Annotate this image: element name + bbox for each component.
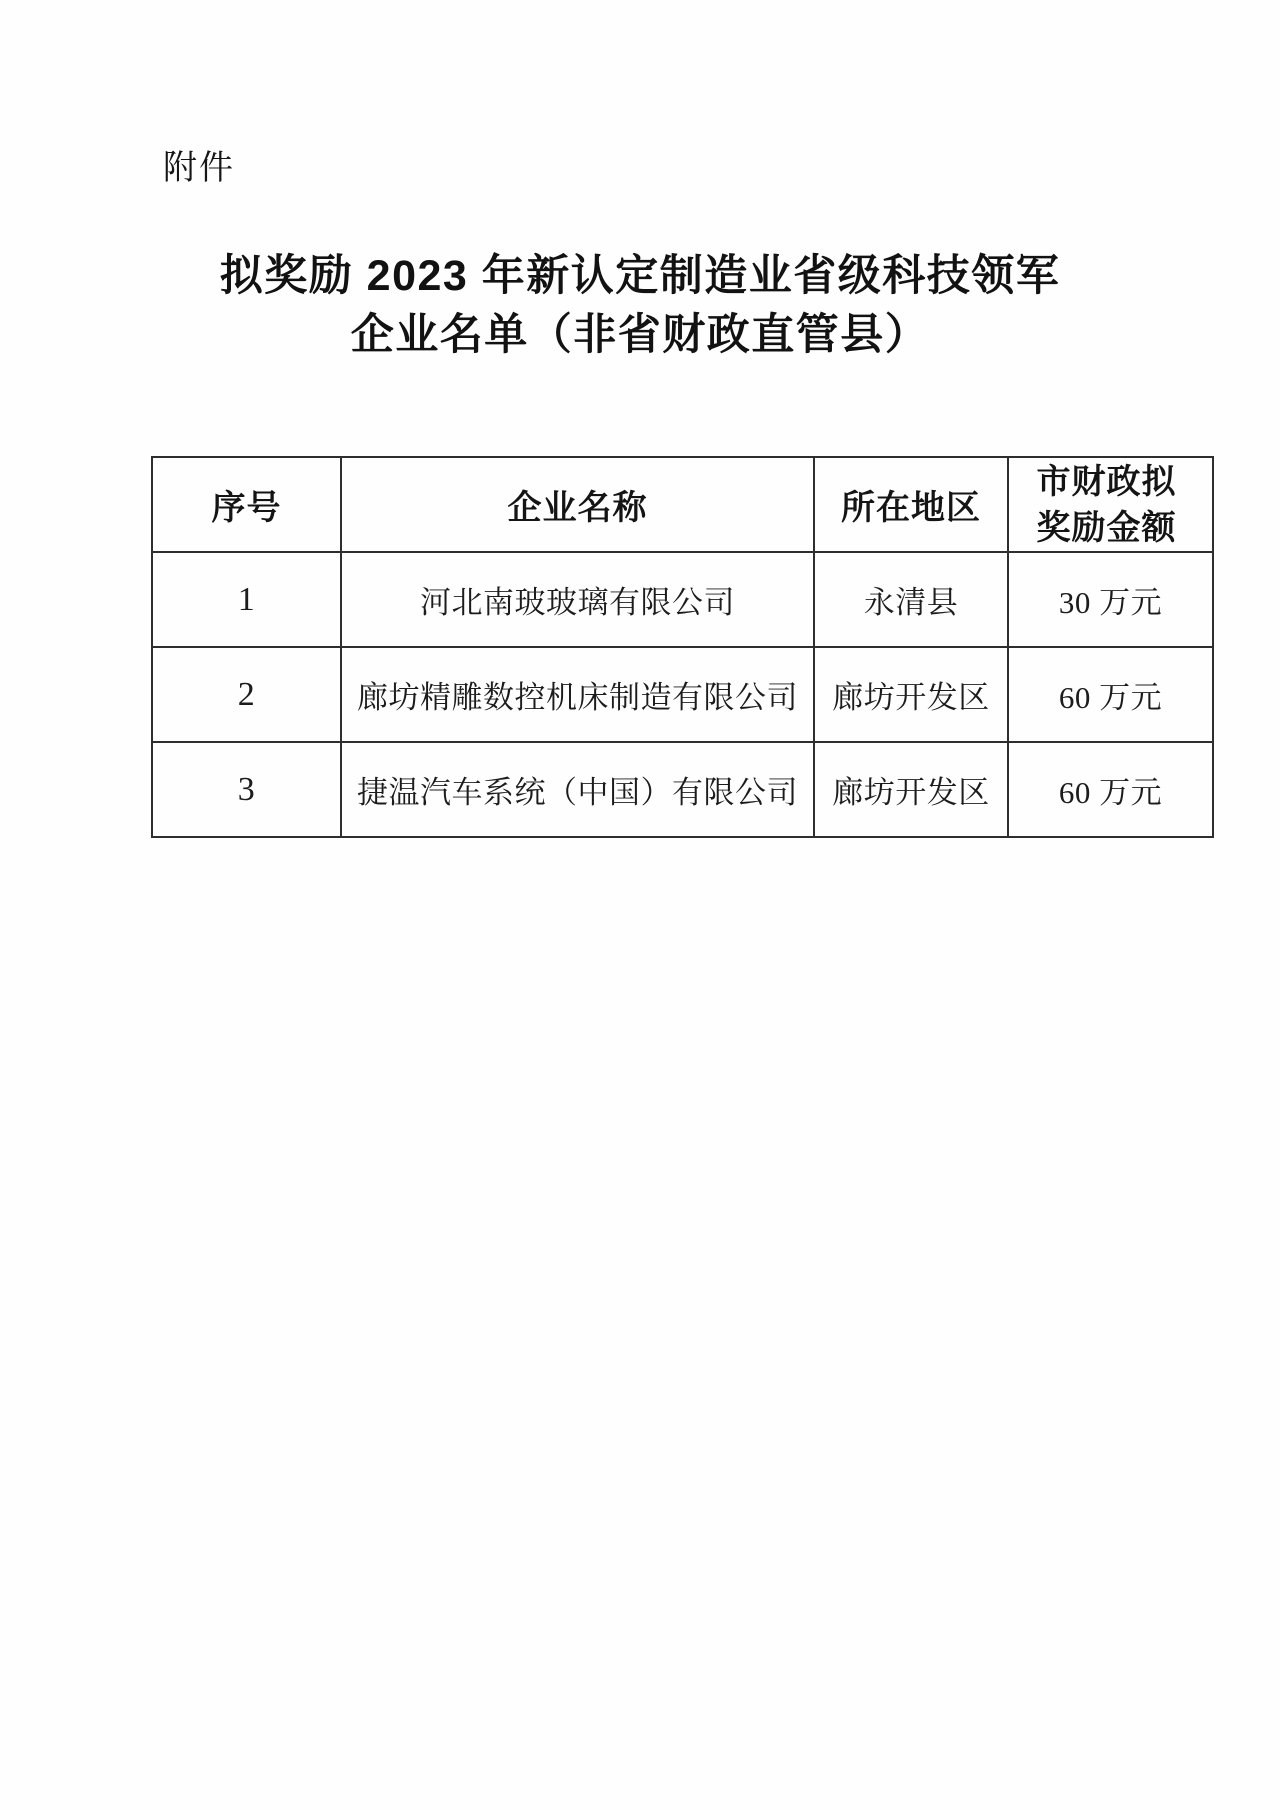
award-table	[151, 456, 1214, 838]
company-cell: 捷温汽车系统（中国）有限公司	[341, 742, 814, 837]
col-header-amount	[1008, 457, 1213, 552]
amount-cell: 60 万元	[1008, 742, 1213, 837]
table-row	[152, 742, 1213, 837]
company-cell: 廊坊精雕数控机床制造有限公司	[341, 647, 814, 742]
title-line-2: 企业名单（非省财政直管县）	[350, 311, 930, 359]
col-header-region: 所在地区	[814, 457, 1008, 552]
table-row	[152, 647, 1213, 742]
region-cell: 永清县	[814, 552, 1008, 647]
table-header-row	[152, 457, 1213, 552]
company-cell: 河北南玻玻璃有限公司	[341, 552, 814, 647]
col-header-amount-text: 市财政拟奖励金额	[1036, 462, 1177, 547]
region-cell: 廊坊开发区	[814, 742, 1008, 837]
amount-cell: 60 万元	[1008, 647, 1213, 742]
seq-cell: 3	[152, 742, 341, 837]
seq-cell: 1	[152, 552, 341, 647]
amount-cell: 30 万元	[1008, 552, 1213, 647]
document-title	[0, 247, 1280, 365]
title-line-1: 拟奖励 2023 年新认定制造业省级科技领军	[219, 252, 1061, 300]
seq-cell: 2	[152, 647, 341, 742]
col-header-seq: 序号	[152, 457, 341, 552]
attachment-label: 附件	[163, 149, 235, 187]
col-header-company: 企业名称	[341, 457, 814, 552]
region-cell: 廊坊开发区	[814, 647, 1008, 742]
table-row	[152, 552, 1213, 647]
